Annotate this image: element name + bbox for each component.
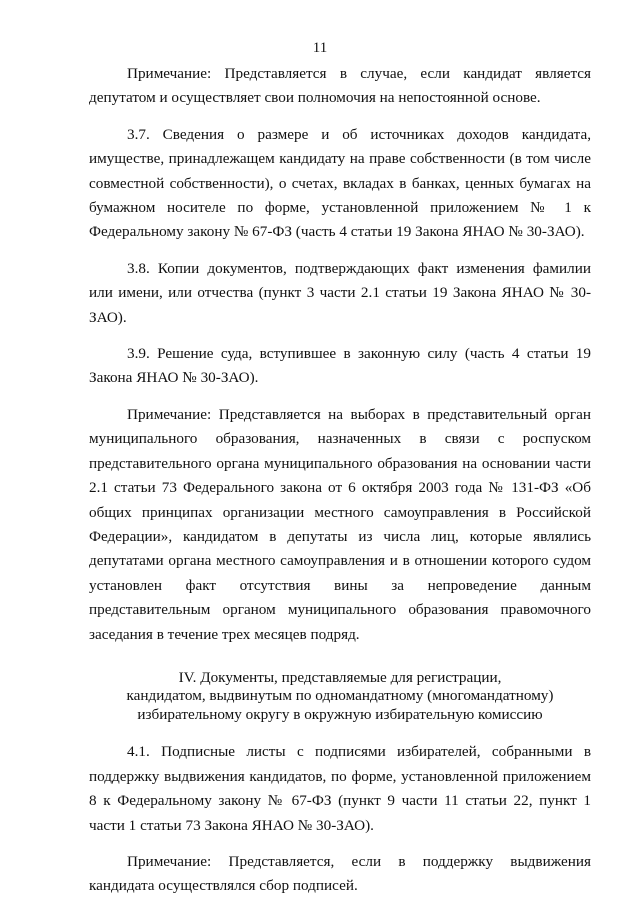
- paragraph-3-9: 3.9. Решение суда, вступившее в законную силу (часть 4 статьи 19 Закона ЯНАО № 30-ЗАО).: [89, 345, 591, 387]
- paragraph-3-8: 3.8. Копии документов, подтверждающих факт изменения фамилии или имени, или отчества (пункт 3 части 2.1 статьи 19 Закона ЯНАО № 30-ЗАО).: [89, 259, 591, 326]
- section-heading-line: IV. Документы, представляемые для регистрации,: [178, 668, 502, 686]
- paragraph-4-1: 4.1. Подписные листы с подписями избирателей, собранными в поддержку выдвижения кандидатов, по форме, установленной приложением 8 к Федеральному закону № 67-ФЗ (пункт 9 части 11 статьи 22, пункт 1 части 1 статьи 73 Закона ЯНАО № 30-ЗАО).: [89, 743, 591, 834]
- section-heading: [89, 669, 591, 725]
- note-paragraph: Примечание: Представляется в случае, если кандидат является депутатом и осуществляет свои полномочия на непостоянной основе.: [89, 65, 591, 107]
- section-heading-line: избирательному округу в окружную избирательную комиссию: [137, 705, 543, 723]
- paragraph-3-7: 3.7. Сведения о размере и об источниках доходов кандидата, имуществе, принадлежащем кандидату на праве собственности (в том числе совместной собственности), о счетах, вкладах в банках, ценных бумагах на бумажном носителе по форме, установленной приложением № 1 к Федеральному закону № 67-ФЗ (часть 4 статьи 19 Закона ЯНАО № 30-ЗАО).: [89, 125, 591, 241]
- note-paragraph: Примечание: Представляется на выборах в представительный орган муниципального образования, назначенных в связи с роспуском представительного органа муниципального образования на основании части 2.1 статьи 73 Федерального закона от 6 октября 2003 года № 131-ФЗ «Об общих принципах организации местного самоуправления в Российской Федерации», кандидатом в депутаты из числа лиц, которые являлись депутатами органа местного самоуправления и в отношении которого судом установлен факт отсутствия вины за непроведение данным представительным органом муниципального образования правомочного заседания в течение трех месяцев подряд.: [89, 405, 591, 643]
- page-number: 11: [312, 40, 328, 56]
- document-body: [89, 62, 591, 899]
- section-heading-line: кандидатом, выдвинутым по одномандатному (многомандатному): [126, 687, 554, 705]
- note-paragraph: Примечание: Представляется, если в поддержку выдвижения кандидата осуществлялся сбор подписей.: [89, 853, 591, 895]
